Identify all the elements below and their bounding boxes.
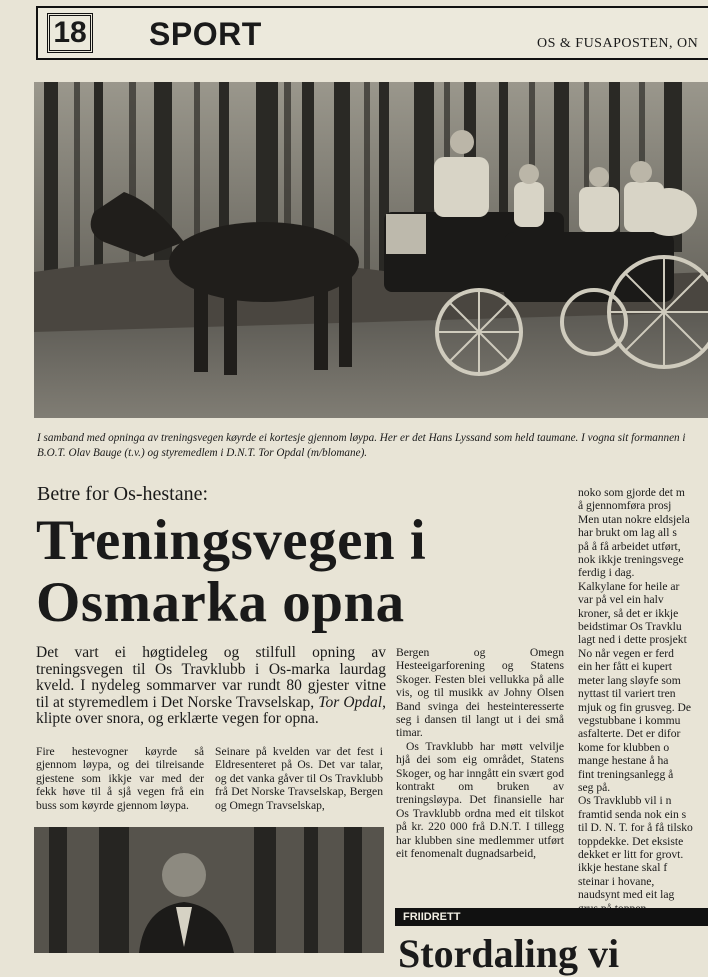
column-d-line: på å få arbeidet utført, [578, 539, 681, 553]
column-d-line: ikkje hestane skal f [578, 861, 668, 875]
column-d-line: fint treningsanlegg å [578, 767, 674, 781]
column-d-line: lagt ned i dette prosjekt [578, 633, 687, 647]
column-d-line: var på vel ein halv [578, 593, 664, 607]
column-d-line: framtid senda nok ein s [578, 807, 687, 821]
page-number: 18 [47, 13, 93, 53]
column-d-line: kome for klubben o [578, 740, 670, 754]
column-d-line: noko som gjorde det m [578, 486, 685, 499]
section-title: SPORT [149, 16, 262, 52]
lead-text-2: , klipte over snora, og erklærte vegen for opna. [36, 693, 386, 727]
next-article-headline: Stordaling vi [398, 931, 620, 976]
lead-name: Tor Opdal [318, 693, 383, 711]
column-d-line: toppdekke. Det eksiste [578, 834, 684, 848]
column-a-text: Fire hestevogner køyrde så gjennom løypa, og dei tilreisande gjestene som ikkje var med der fekk høve til å sjå vegen frå ein buss som køyrde gjennom løypa. [36, 745, 204, 812]
column-d-line: naudsynt med eit lag [578, 888, 675, 902]
column-d-line: nyttast til variert tren [578, 687, 676, 701]
column-d-line: asfalterte. Det er difor [578, 727, 681, 741]
column-d-line: meter lang sløyfe som [578, 673, 681, 687]
article-kicker: Betre for Os-hestane: [37, 483, 209, 505]
column-b-text: Seinare på kvelden var det fest i Eldresenteret på Os. Det var talar, og det vanka gåver til Os Travklubb frå Det Norske Travselskap, Bergen og Omegn Travselskap, [215, 745, 383, 812]
column-d-line: beidstimar Os Travklu [578, 620, 682, 634]
column-c-para-1: Bergen og Omegn Hesteeigarforening og Statens Skoger. Festen blei vellukka på alle vis, og til musikk av Johny Olsen Band svinga dei hesteinteresserte seg i dansen til langt ut i dei små timar. [396, 646, 564, 740]
column-d-line: dekket er litt for grovt. [578, 847, 684, 861]
lead-text-1: Det vart ei høgtideleg og stilfull opning av treningsvegen til Os Travklubb i Os-marka laurdag kveld. I nydeleg sommarver var rundt 80 gjester vitne til at styremedlem i Det Norske Travselskap, [36, 644, 386, 711]
column-c-para-2: Os Travklubb har møtt velvilje hjå dei som eig området, Statens Skoger, og har inngått ein svært god kontrakt om bruken av treningsløypa. Det finansielle har Os Travklubb ordna med eit tilskot på kr. 220 000 frå D.N.T. I tillegg har klubben sine medlemmer utført eit fenomenalt dugnadsarbeid, [396, 739, 564, 861]
column-d-line: nok ikkje treningsvege [578, 553, 684, 567]
article-lead [36, 645, 386, 728]
column-d-line: mange hestane å ha [578, 754, 669, 768]
column-d-line: til D. N. T. for å få tilsko [578, 821, 693, 835]
column-d-line: steinar i hovane, [578, 874, 655, 888]
column-d-line: har brukt om lag all s [578, 526, 677, 540]
column-d-line: mjuk og fin grusveg. De [578, 700, 692, 714]
column-d-line: vegstubbane i kommu [578, 713, 681, 727]
article-headline [36, 510, 576, 634]
photo-caption: I samband med opninga av treningsvegen køyrde ei kortesje gjennom løypa. Her er det Hans Lyssand som held taumane. I vogna sit formannen i B.O.T. Olav Bauge (t.v.) og styremedlem i D.N.T. Tor Opdal (m/blomane). [37, 432, 686, 459]
column-d [578, 486, 708, 915]
column-d-line: å gjennomføra prosj [578, 499, 672, 513]
friidrett-section-bar: FRIIDRETT [395, 908, 708, 926]
column-b [215, 745, 383, 812]
headline-line-2: Osmarka opna [36, 571, 405, 634]
headline-line-1: Treningsvegen i [36, 509, 427, 572]
column-d-line: Men utan nokre eldsjela [578, 512, 690, 526]
newspaper-name: OS & FUSAPOSTEN, ON [537, 36, 699, 51]
column-d-line: seg på. [578, 780, 611, 794]
column-d-line: ein her fått ei kupert [578, 660, 672, 674]
column-c [396, 646, 564, 861]
column-d-line: No når vegen er ferd [578, 646, 674, 660]
column-d-line: kroner, så det er ikkje [578, 606, 679, 620]
column-a [36, 745, 204, 812]
column-d-line: ferdig i dag. [578, 566, 635, 580]
carriage-photo [34, 82, 708, 418]
column-d-line: Os Travklubb vil i n [578, 794, 672, 808]
portrait-photo [34, 827, 384, 953]
column-d-line: Kalkylane for heile ar [578, 579, 680, 593]
